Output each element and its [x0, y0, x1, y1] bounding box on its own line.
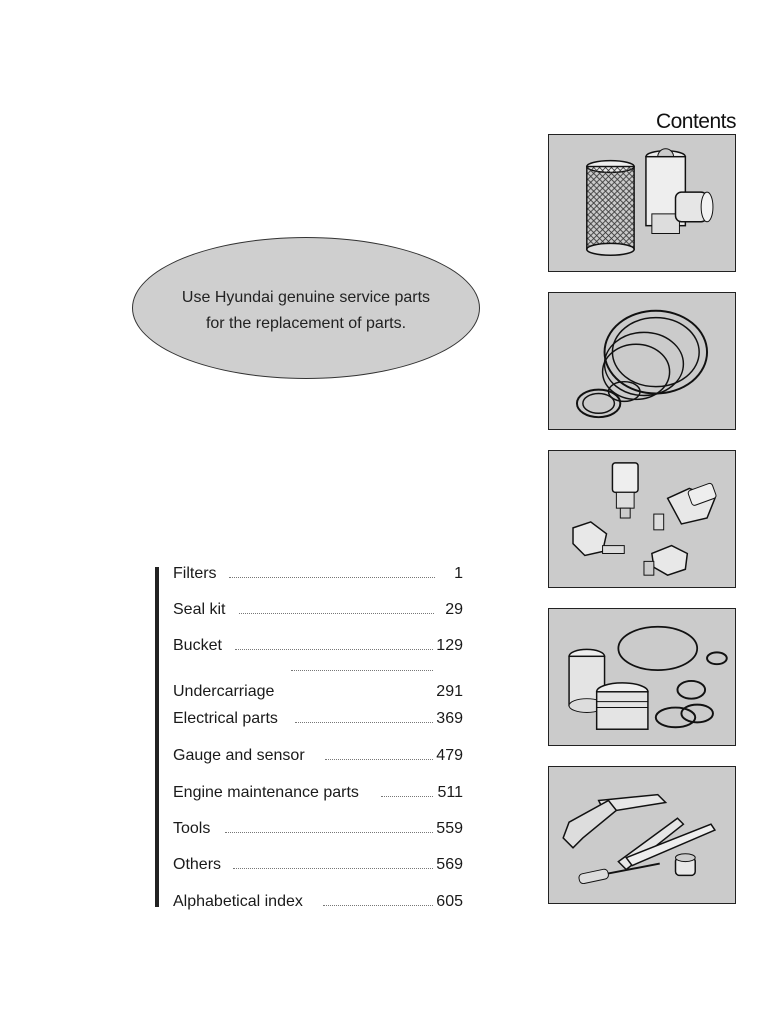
- seal-kit-illustration: [548, 292, 736, 430]
- filters-icon: [549, 135, 735, 271]
- toc-entry-alphabetical-index[interactable]: [173, 892, 465, 912]
- toc-label: Tools: [173, 820, 211, 837]
- toc-page-number: 1: [454, 565, 463, 582]
- notice-line-2: for the replacement of parts.: [205, 315, 407, 332]
- toc-page-number: 29: [445, 601, 463, 618]
- toc-leader: [235, 649, 433, 650]
- toc-label: Alphabetical index: [173, 893, 303, 910]
- sensors-illustration: [548, 450, 736, 588]
- toc-entry-gauge-and-sensor[interactable]: [173, 746, 465, 766]
- toc-entry-others[interactable]: [173, 855, 465, 875]
- toc-page-number: 479: [436, 747, 463, 764]
- notice-text: [132, 285, 480, 337]
- piston-icon: [549, 609, 735, 745]
- toc-page-number: 511: [437, 784, 463, 801]
- toc-entry-seal-kit[interactable]: [173, 600, 465, 620]
- toc-label: Electrical parts: [173, 710, 278, 727]
- engine-parts-illustration: [548, 608, 736, 746]
- toc-leader: [323, 905, 433, 906]
- toc-entry-engine-maintenance-parts[interactable]: [173, 783, 465, 803]
- toc-entry-bucket[interactable]: [173, 636, 465, 656]
- page-title: Contents: [655, 110, 736, 133]
- toc-label: Seal kit: [173, 601, 226, 618]
- toc-bar: [155, 567, 159, 907]
- toc-leader: [239, 613, 434, 614]
- toc-leader: [233, 868, 433, 869]
- toc-page-number: 129: [436, 637, 463, 654]
- wrench-icon: [549, 767, 735, 903]
- toc-page-number: 605: [436, 893, 463, 910]
- toc-leader: [225, 832, 433, 833]
- toc-leader: [229, 577, 435, 578]
- toc-page-number: 559: [436, 820, 463, 837]
- notice-line-1: Use Hyundai genuine service parts: [181, 289, 431, 306]
- toc-entry-tools[interactable]: [173, 819, 465, 839]
- toc-label: Undercarriage: [173, 683, 275, 700]
- toc-entry-undercarriage[interactable]: [173, 682, 465, 702]
- toc-entry-filters[interactable]: [173, 564, 465, 584]
- toc-label: Engine maintenance parts: [173, 784, 359, 801]
- toc-leader: [381, 796, 433, 797]
- toc-leader: [295, 722, 433, 723]
- seal-ring-icon: [549, 293, 735, 429]
- toc-label: Bucket: [173, 637, 222, 654]
- toc-label: Others: [173, 856, 222, 873]
- toc-page-number: 291: [436, 683, 463, 700]
- toc-leader: [325, 759, 433, 760]
- filters-illustration: [548, 134, 736, 272]
- toc-label: Gauge and sensor: [173, 747, 305, 764]
- toc-label: Filters: [173, 565, 217, 582]
- sensor-icon: [549, 451, 735, 587]
- tools-illustration: [548, 766, 736, 904]
- toc-page-number: 569: [436, 856, 463, 873]
- toc-entry-electrical-parts[interactable]: [173, 709, 465, 729]
- toc-page-number: 369: [436, 710, 463, 727]
- toc-leader: [291, 670, 433, 671]
